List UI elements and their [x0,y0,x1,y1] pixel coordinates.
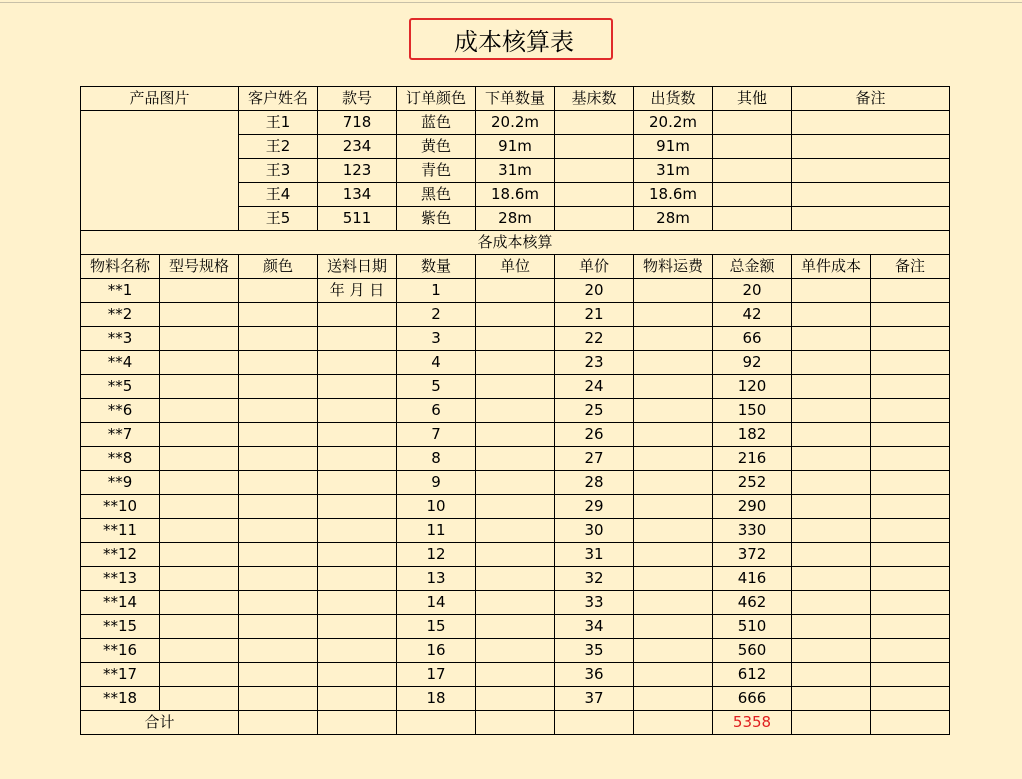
order-cell-customer[interactable]: 王5 [239,207,318,231]
cost-cell[interactable]: 182 [713,423,792,447]
cost-cell[interactable]: **6 [81,399,160,423]
cost-cell[interactable]: **4 [81,351,160,375]
cost-cell[interactable]: 6 [397,399,476,423]
order-header-row [81,87,950,111]
cost-row [81,423,950,447]
cost-cell[interactable]: 15 [397,615,476,639]
cost-cell[interactable] [634,375,713,399]
cost-header-cell[interactable]: 送料日期 [318,255,397,279]
cost-cell[interactable] [792,687,871,711]
cost-cell[interactable] [792,471,871,495]
order-header-cell[interactable]: 产品图片 [81,87,239,111]
order-cell-color[interactable]: 黑色 [397,183,476,207]
cost-cell[interactable] [476,615,555,639]
cost-cell[interactable] [476,279,555,303]
cost-row [81,327,950,351]
cost-cell[interactable] [871,303,950,327]
cost-cell[interactable] [160,639,239,663]
order-cell-shipped[interactable]: 28m [634,207,713,231]
order-cell-note[interactable] [792,135,950,159]
cost-cell[interactable] [871,471,950,495]
cost-cell[interactable] [792,447,871,471]
cost-cell[interactable] [239,591,318,615]
order-cell-color[interactable]: 黄色 [397,135,476,159]
cost-cell[interactable] [318,591,397,615]
cost-cell[interactable]: 26 [555,423,634,447]
cost-cell[interactable] [160,447,239,471]
cost-cell[interactable] [871,591,950,615]
cost-header-cell[interactable]: 数量 [397,255,476,279]
cost-row [81,519,950,543]
cost-cell[interactable]: 42 [713,303,792,327]
cost-cell[interactable] [871,615,950,639]
cost-row [81,495,950,519]
order-cell-base[interactable] [555,159,634,183]
cost-table [80,86,950,735]
cost-cell[interactable]: 34 [555,615,634,639]
order-cell-order-qty[interactable]: 91m [476,135,555,159]
order-cell-other[interactable] [713,135,792,159]
cost-cell[interactable] [160,495,239,519]
total-empty-cell[interactable] [792,711,871,735]
cost-cell[interactable] [792,351,871,375]
cost-cell[interactable]: 14 [397,591,476,615]
cost-cell[interactable] [871,567,950,591]
order-header-cell[interactable]: 订单颜色 [397,87,476,111]
cost-cell[interactable] [871,327,950,351]
cost-cell[interactable] [239,471,318,495]
cost-cell[interactable] [792,399,871,423]
cost-cell[interactable] [160,303,239,327]
cost-cell[interactable]: 20 [713,279,792,303]
cost-row [81,279,950,303]
cost-cell[interactable]: 7 [397,423,476,447]
cost-cell[interactable]: 11 [397,519,476,543]
cost-cell[interactable] [239,399,318,423]
total-empty-cell[interactable] [871,711,950,735]
total-empty-cell[interactable] [476,711,555,735]
order-cell-color[interactable]: 青色 [397,159,476,183]
order-cell-other[interactable] [713,183,792,207]
cost-cell[interactable] [634,495,713,519]
cost-header-cell[interactable]: 备注 [871,255,950,279]
cost-cell[interactable] [792,591,871,615]
cost-cell[interactable]: 27 [555,447,634,471]
cost-cell[interactable] [318,663,397,687]
cost-cell[interactable] [318,639,397,663]
cost-cell[interactable] [476,303,555,327]
cost-cell[interactable] [239,375,318,399]
cost-cell[interactable] [634,327,713,351]
cost-cell[interactable] [871,279,950,303]
order-cell-customer[interactable]: 王3 [239,159,318,183]
cost-cell[interactable] [239,615,318,639]
cost-cell[interactable] [239,447,318,471]
cost-cell[interactable] [792,279,871,303]
cost-cell[interactable]: 5 [397,375,476,399]
cost-cell[interactable]: **13 [81,567,160,591]
cost-cell[interactable] [160,423,239,447]
cost-cell[interactable] [239,303,318,327]
cost-cell[interactable] [318,471,397,495]
order-header-cell[interactable]: 基床数 [555,87,634,111]
total-empty-cell[interactable] [634,711,713,735]
cost-section-title-row [81,231,950,255]
cost-cell[interactable]: **10 [81,495,160,519]
cost-cell[interactable] [476,471,555,495]
cost-cell[interactable] [476,663,555,687]
cost-cell[interactable] [634,471,713,495]
cost-cell[interactable]: 92 [713,351,792,375]
cost-cell[interactable] [318,447,397,471]
order-cell-base[interactable] [555,183,634,207]
cost-cell[interactable] [318,399,397,423]
cost-cell[interactable] [318,327,397,351]
cost-cell[interactable] [318,375,397,399]
cost-header-cell[interactable]: 单价 [555,255,634,279]
cost-cell[interactable]: **8 [81,447,160,471]
cost-cell[interactable] [160,327,239,351]
cost-cell[interactable] [634,447,713,471]
order-cell-note[interactable] [792,111,950,135]
cost-cell[interactable] [476,351,555,375]
total-amount[interactable]: 5358 [713,711,792,735]
cost-cell[interactable] [476,399,555,423]
cost-cell[interactable] [792,303,871,327]
cost-cell[interactable] [634,687,713,711]
cost-cell[interactable]: 36 [555,663,634,687]
cost-cell[interactable] [792,639,871,663]
order-cell-base[interactable] [555,111,634,135]
cost-header-cell[interactable]: 总金额 [713,255,792,279]
order-cell-style-no[interactable]: 123 [318,159,397,183]
cost-cell[interactable] [871,375,950,399]
cost-cell[interactable] [160,351,239,375]
cost-cell[interactable]: 560 [713,639,792,663]
cost-cell[interactable] [160,543,239,567]
cost-cell[interactable]: **12 [81,543,160,567]
cost-cell[interactable]: **3 [81,327,160,351]
cost-cell[interactable] [634,591,713,615]
cost-cell[interactable] [239,327,318,351]
cost-cell[interactable]: 30 [555,519,634,543]
cost-row [81,447,950,471]
total-empty-cell[interactable] [397,711,476,735]
cost-cell[interactable] [318,567,397,591]
order-cell-order-qty[interactable]: 31m [476,159,555,183]
total-empty-cell[interactable] [318,711,397,735]
cost-cell[interactable] [318,423,397,447]
cost-cell[interactable]: 1 [397,279,476,303]
cost-cell[interactable]: 29 [555,495,634,519]
cost-cell[interactable]: 416 [713,567,792,591]
cost-row [81,687,950,711]
cost-cell[interactable] [871,543,950,567]
cost-cell[interactable] [239,279,318,303]
total-empty-cell[interactable] [555,711,634,735]
order-header-cell[interactable]: 款号 [318,87,397,111]
cost-cell[interactable] [476,687,555,711]
cost-cell[interactable]: **11 [81,519,160,543]
cost-cell[interactable] [476,591,555,615]
cost-cell[interactable] [634,279,713,303]
cost-cell[interactable] [871,519,950,543]
order-cell-other[interactable] [713,207,792,231]
cost-cell[interactable] [792,543,871,567]
order-cell-shipped[interactable]: 18.6m [634,183,713,207]
cost-cell[interactable]: 25 [555,399,634,423]
cost-cell[interactable] [476,327,555,351]
cost-cell[interactable] [871,663,950,687]
cost-cell[interactable] [792,423,871,447]
cost-cell[interactable] [476,495,555,519]
cost-cell[interactable]: 290 [713,495,792,519]
cost-row [81,567,950,591]
cost-cell[interactable] [476,639,555,663]
cost-cell[interactable] [476,567,555,591]
order-cell-style-no[interactable]: 234 [318,135,397,159]
cost-cell[interactable]: 120 [713,375,792,399]
order-cell-customer[interactable]: 王1 [239,111,318,135]
cost-header-row [81,255,950,279]
cost-cell[interactable]: 10 [397,495,476,519]
cost-cell[interactable] [634,399,713,423]
order-cell-customer[interactable]: 王2 [239,135,318,159]
cost-cell[interactable] [160,663,239,687]
cost-cell[interactable] [160,471,239,495]
cost-cell[interactable]: 16 [397,639,476,663]
cost-cell[interactable] [634,639,713,663]
cost-row [81,663,950,687]
cost-cell[interactable]: 9 [397,471,476,495]
cost-cell[interactable] [160,591,239,615]
cost-row [81,543,950,567]
cost-cell[interactable]: **16 [81,639,160,663]
cost-cell[interactable]: 13 [397,567,476,591]
cost-cell[interactable] [160,687,239,711]
cost-cell[interactable] [239,543,318,567]
cost-cell[interactable] [634,303,713,327]
cost-cell[interactable] [871,447,950,471]
cost-cell[interactable]: 20 [555,279,634,303]
cost-cell[interactable]: **2 [81,303,160,327]
order-header-cell[interactable]: 下单数量 [476,87,555,111]
cost-cell[interactable]: 8 [397,447,476,471]
cost-cell[interactable] [239,519,318,543]
cost-cell[interactable]: **7 [81,423,160,447]
order-row [81,111,950,135]
cost-cell[interactable] [239,423,318,447]
cost-cell[interactable]: 2 [397,303,476,327]
order-header-cell[interactable]: 备注 [792,87,950,111]
cost-header-cell[interactable]: 单位 [476,255,555,279]
cost-cell[interactable] [871,423,950,447]
cost-cell[interactable]: **1 [81,279,160,303]
cost-cell[interactable] [792,567,871,591]
cost-cell[interactable] [476,543,555,567]
cost-cell[interactable] [634,615,713,639]
cost-cell[interactable]: 22 [555,327,634,351]
cost-cell[interactable] [871,639,950,663]
cost-cell[interactable]: 4 [397,351,476,375]
cost-cell[interactable] [239,663,318,687]
cost-header-cell[interactable]: 型号规格 [160,255,239,279]
cost-cell[interactable]: 23 [555,351,634,375]
cost-cell[interactable]: 18 [397,687,476,711]
cost-cell[interactable] [239,687,318,711]
cost-row [81,615,950,639]
product-image-cell[interactable] [81,111,239,231]
sheet-gridline [0,0,1022,3]
cost-cell[interactable] [792,375,871,399]
cost-cell[interactable]: **5 [81,375,160,399]
cost-row [81,375,950,399]
cost-cell[interactable] [318,351,397,375]
cost-cell[interactable]: 666 [713,687,792,711]
cost-cell[interactable]: 24 [555,375,634,399]
cost-cell[interactable] [871,687,950,711]
order-cell-style-no[interactable]: 134 [318,183,397,207]
cost-cell[interactable] [239,639,318,663]
cost-cell[interactable]: 17 [397,663,476,687]
cost-cell[interactable]: **15 [81,615,160,639]
cost-cell[interactable]: 462 [713,591,792,615]
cost-cell[interactable] [239,351,318,375]
cost-cell[interactable] [792,495,871,519]
cost-cell[interactable] [476,519,555,543]
cost-cell[interactable]: 31 [555,543,634,567]
order-cell-note[interactable] [792,159,950,183]
cost-section-title[interactable]: 各成本核算 [81,231,950,255]
cost-row [81,591,950,615]
cost-cell[interactable]: 372 [713,543,792,567]
order-cell-note[interactable] [792,183,950,207]
cost-cell[interactable]: 21 [555,303,634,327]
order-cell-base[interactable] [555,135,634,159]
cost-cell[interactable] [160,519,239,543]
cost-cell[interactable] [634,351,713,375]
cost-cell[interactable] [160,279,239,303]
total-row [81,711,950,735]
cost-row [81,639,950,663]
cost-cell[interactable] [318,303,397,327]
order-cell-shipped[interactable]: 20.2m [634,111,713,135]
total-empty-cell[interactable] [239,711,318,735]
cost-cell[interactable]: 252 [713,471,792,495]
order-cell-note[interactable] [792,207,950,231]
order-header-cell[interactable]: 其他 [713,87,792,111]
cost-cell[interactable] [792,327,871,351]
cost-cell[interactable] [318,495,397,519]
cost-cell[interactable] [318,687,397,711]
cost-cell[interactable] [476,447,555,471]
cost-cell[interactable]: 33 [555,591,634,615]
cost-cell[interactable] [634,543,713,567]
cost-cell[interactable] [239,567,318,591]
cost-cell[interactable] [634,567,713,591]
cost-cell[interactable]: 32 [555,567,634,591]
cost-cell[interactable] [318,615,397,639]
cost-cell[interactable]: 28 [555,471,634,495]
cost-cell[interactable]: 37 [555,687,634,711]
cost-cell[interactable]: 612 [713,663,792,687]
cost-header-cell[interactable]: 物料运费 [634,255,713,279]
order-cell-order-qty[interactable]: 28m [476,207,555,231]
cost-header-cell[interactable]: 物料名称 [81,255,160,279]
cost-cell[interactable]: 12 [397,543,476,567]
order-cell-color[interactable]: 蓝色 [397,111,476,135]
cost-row [81,471,950,495]
cost-cell[interactable] [476,423,555,447]
cost-cell[interactable] [160,615,239,639]
cost-row [81,303,950,327]
order-cell-base[interactable] [555,207,634,231]
cost-cell[interactable]: **18 [81,687,160,711]
order-cell-style-no[interactable]: 718 [318,111,397,135]
cost-cell[interactable]: 3 [397,327,476,351]
cost-cell[interactable] [160,399,239,423]
cost-cell[interactable] [871,399,950,423]
cost-cell[interactable] [476,375,555,399]
cost-cell[interactable]: 216 [713,447,792,471]
cost-row [81,351,950,375]
sheet-title: 成本核算表 [409,18,613,60]
cost-cell[interactable]: 66 [713,327,792,351]
cost-cell[interactable] [239,495,318,519]
cost-cell[interactable]: 35 [555,639,634,663]
cost-cell[interactable]: 510 [713,615,792,639]
cost-cell[interactable]: 年 月 日 [318,279,397,303]
cost-cell[interactable] [160,567,239,591]
cost-cell[interactable] [871,495,950,519]
order-header-cell[interactable]: 出货数 [634,87,713,111]
cost-cell[interactable] [160,375,239,399]
cost-cell[interactable]: **14 [81,591,160,615]
cost-cell[interactable] [792,519,871,543]
order-header-cell[interactable]: 客户姓名 [239,87,318,111]
order-cell-other[interactable] [713,159,792,183]
cost-cell[interactable]: 330 [713,519,792,543]
order-cell-color[interactable]: 紫色 [397,207,476,231]
cost-cell[interactable] [634,519,713,543]
order-cell-order-qty[interactable]: 20.2m [476,111,555,135]
order-cell-style-no[interactable]: 511 [318,207,397,231]
cost-cell[interactable] [634,663,713,687]
cost-cell[interactable]: 150 [713,399,792,423]
cost-cell[interactable] [634,423,713,447]
cost-cell[interactable] [318,519,397,543]
order-cell-shipped[interactable]: 91m [634,135,713,159]
cost-cell[interactable] [871,351,950,375]
cost-cell[interactable]: **9 [81,471,160,495]
cost-header-cell[interactable]: 单件成本 [792,255,871,279]
cost-header-cell[interactable]: 颜色 [239,255,318,279]
cost-cell[interactable] [792,663,871,687]
order-cell-shipped[interactable]: 31m [634,159,713,183]
order-cell-other[interactable] [713,111,792,135]
total-label[interactable]: 合计 [81,711,239,735]
order-cell-order-qty[interactable]: 18.6m [476,183,555,207]
cost-cell[interactable] [318,543,397,567]
order-cell-customer[interactable]: 王4 [239,183,318,207]
cost-row [81,399,950,423]
cost-cell[interactable] [792,615,871,639]
cost-cell[interactable]: **17 [81,663,160,687]
